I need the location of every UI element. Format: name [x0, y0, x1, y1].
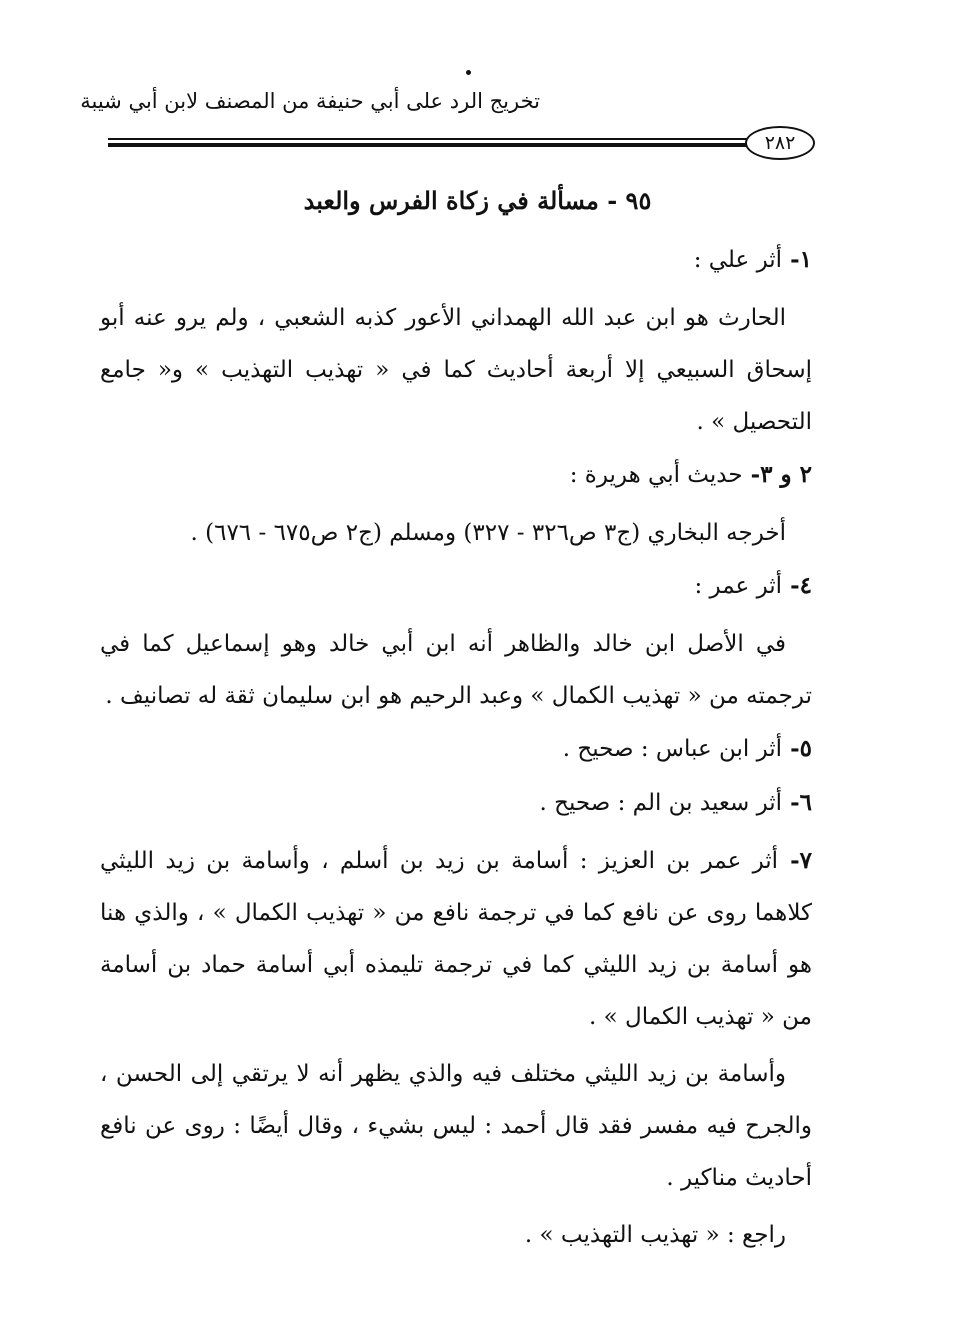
item-2-3-note: أخرجه البخاري (ج٣ ص٣٢٦ - ٣٢٧) ومسلم (ج٢ ص٦٧٥ - ٦٧٦) . — [190, 520, 786, 546]
item-4-heading — [100, 564, 812, 608]
item-number: ٦- — [782, 789, 812, 816]
page-number: ٢٨٢ — [745, 126, 815, 160]
item-number: ٤- — [782, 572, 812, 599]
header-rule-thick — [108, 143, 748, 147]
item-number: ٧- — [778, 847, 812, 874]
running-title: تخريج الرد على أبي حنيفة من المصنف لابن أبي شيبة — [80, 89, 540, 113]
header-rule-thin — [108, 138, 748, 140]
item-number: ١- — [782, 246, 812, 273]
item-title: أثر سعيد بن الم : صحيح . — [539, 790, 783, 816]
section-heading: ٩٥ - مسألة في زكاة الفرس والعبد — [303, 186, 652, 215]
item-5-heading — [100, 727, 812, 771]
item-6-heading — [100, 781, 812, 825]
paragraph-usama: وأسامة بن زيد الليثي مختلف فيه والذي يظهر أنه لا يرتقي إلى الحسن ، والجرح فيه مفسر فقد قال أحمد : ليس بشيء ، وقال أيضًا : روى عن نافع أحاديث مناكير . — [100, 1061, 812, 1191]
item-1-note: الحارث هو ابن عبد الله الهمداني الأعور كذبه الشعبي ، ولم يرو عنه أبو إسحاق السبيعي إلا أربعة أحاديث كما في « تهذيب التهذيب » و« جامع التحصيل » . — [100, 305, 812, 435]
top-mark — [466, 70, 471, 75]
item-1-heading — [100, 238, 812, 282]
body-text — [100, 238, 812, 1261]
item-7-note — [100, 835, 812, 1043]
item-2-3-heading — [100, 453, 812, 497]
item-4-note: في الأصل ابن خالد والظاهر أنه ابن أبي خالد وهو إسماعيل كما في ترجمته من « تهذيب الكمال » وعبد الرحيم هو ابن سليمان ثقة له تصانيف . — [100, 631, 812, 709]
item-text: أثر عمر بن العزيز : أسامة بن زيد بن أسلم ، وأسامة بن زيد الليثي كلاهما روى عن نافع كما في ترجمة نافع من « تهذيب الكمال » ، والذي هنا هو أسامة بن زيد الليثي كما في ترجمة تليمذه أبي أسامة حماد بن أسامة من « تهذيب الكمال » . — [100, 848, 812, 1030]
reference-line: راجع : « تهذيب التهذيب » . — [524, 1222, 786, 1248]
item-title: أثر علي : — [693, 247, 783, 273]
item-number: ٥- — [782, 735, 812, 762]
item-number: ٢ و ٣- — [742, 461, 812, 488]
item-title: أثر ابن عباس : صحيح . — [562, 736, 783, 762]
item-title: أثر عمر : — [694, 573, 783, 599]
item-title: حديث أبي هريرة : — [569, 462, 743, 488]
